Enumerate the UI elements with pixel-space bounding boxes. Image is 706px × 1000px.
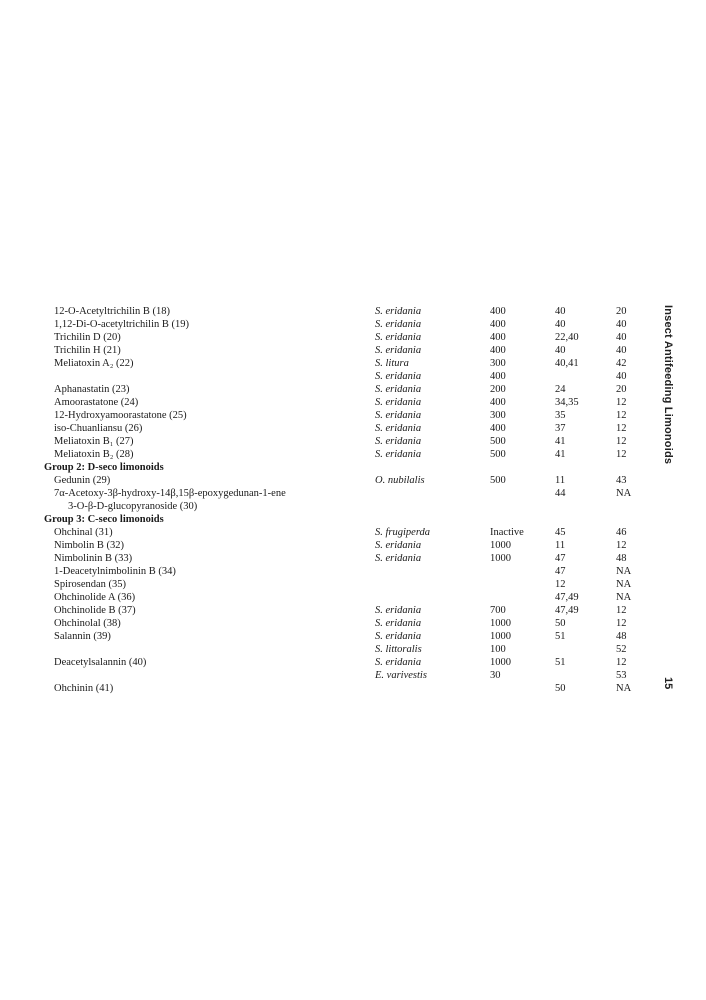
page-number: 15 — [662, 677, 674, 690]
compound-name-line: 12-O-Acetyltrichilin B (18) — [54, 306, 171, 317]
compound-name-line: Ohchinolal (38) — [54, 618, 121, 629]
reference-a: 40 — [555, 319, 566, 330]
reference-a: 11 — [555, 475, 566, 486]
concentration: 1000 — [490, 553, 511, 564]
concentration: 500 — [490, 436, 506, 447]
reference-b: NA — [616, 566, 632, 577]
group-heading-row — [44, 513, 644, 526]
compound-name — [54, 396, 138, 409]
compound-name-line: Meliatoxin A₂ (22) — [54, 358, 134, 369]
compound-name-line: Nimbolinin B (33) — [54, 553, 133, 564]
reference-b: 40 — [616, 332, 627, 343]
compound-name-line: Meliatoxin B₂ (28) — [54, 449, 134, 460]
concentration: 100 — [490, 644, 506, 655]
test-organism: S. eridania — [375, 449, 422, 460]
concentration: 1000 — [490, 618, 511, 629]
compound-name-line: Trichilin H (21) — [54, 345, 121, 356]
concentration: 1000 — [490, 631, 511, 642]
reference-b: 40 — [616, 319, 627, 330]
reference-a: 41 — [555, 436, 566, 447]
test-organism: S. eridania — [375, 384, 422, 395]
reference-a: 47,49 — [555, 605, 579, 616]
reference-a: 40 — [555, 345, 566, 356]
compound-name — [54, 344, 121, 357]
table-row — [44, 383, 644, 396]
test-organism: S. eridania — [375, 345, 422, 356]
compound-name — [54, 318, 189, 331]
compound-name — [54, 448, 133, 461]
compound-name-line: Ohchinolide A (36) — [54, 592, 136, 603]
table-row — [44, 344, 644, 357]
test-organism: S. eridania — [375, 436, 422, 447]
concentration: 300 — [490, 358, 506, 369]
table-row — [44, 656, 644, 669]
reference-b: 20 — [616, 306, 627, 317]
test-organism: S. eridania — [375, 371, 422, 382]
compound-name-line: Salannin (39) — [54, 631, 111, 642]
concentration: 700 — [490, 605, 506, 616]
compound-name — [54, 305, 170, 318]
compound-name — [54, 435, 133, 448]
compound-name-line: Spirosendan (35) — [54, 579, 127, 590]
compound-name-line: Trichilin D (20) — [54, 332, 121, 343]
table-row — [44, 409, 644, 422]
compound-name-line: Aphanastatin (23) — [54, 384, 130, 395]
compound-name-line: Amoorastatone (24) — [54, 397, 139, 408]
concentration: 400 — [490, 397, 506, 408]
test-organism: E. varivestis — [375, 670, 427, 681]
reference-a: 47 — [555, 566, 566, 577]
compound-name-line: 12-Hydroxyamoorastatone (25) — [54, 410, 187, 421]
compound-name — [54, 383, 130, 396]
test-organism: S. eridania — [375, 423, 422, 434]
compound-name — [54, 357, 133, 370]
test-organism: S. frugiperda — [375, 527, 431, 538]
table-row — [44, 526, 644, 539]
running-head: Insect Antifeeding Limonoids — [662, 305, 674, 465]
table-row — [44, 617, 644, 630]
compound-name — [54, 656, 146, 669]
test-organism: S. eridania — [375, 410, 422, 421]
compound-name — [54, 682, 113, 695]
test-organism: S. eridania — [375, 553, 422, 564]
compound-name — [54, 422, 142, 435]
reference-a: 22,40 — [555, 332, 579, 343]
test-organism: S. litura — [375, 358, 409, 369]
reference-b: 40 — [616, 371, 627, 382]
compound-name-line: Gedunin (29) — [54, 475, 111, 486]
reference-a: 51 — [555, 657, 566, 668]
concentration: 30 — [490, 670, 501, 681]
table-row — [44, 331, 644, 344]
concentration: Inactive — [490, 527, 524, 538]
compound-name-line: 1,12-Di-O-acetyltrichilin B (19) — [54, 319, 190, 330]
reference-a: 12 — [555, 579, 566, 590]
reference-b: 48 — [616, 553, 627, 564]
compound-name — [54, 617, 121, 630]
reference-a: 37 — [555, 423, 566, 434]
reference-a: 35 — [555, 410, 566, 421]
reference-a: 45 — [555, 527, 566, 538]
reference-a: 47,49 — [555, 592, 579, 603]
table-row — [44, 474, 644, 487]
compound-name-line: Ohchinolide B (37) — [54, 605, 136, 616]
reference-b: 12 — [616, 423, 627, 434]
compound-name-line: Ohchinal (31) — [54, 527, 113, 538]
compound-name — [54, 526, 113, 539]
concentration: 1000 — [490, 657, 511, 668]
compound-name — [54, 591, 135, 604]
table-row — [44, 669, 644, 682]
table-row — [44, 318, 644, 331]
compound-name — [54, 409, 187, 422]
reference-a: 40 — [555, 306, 566, 317]
table-row — [44, 578, 644, 591]
test-organism: S. eridania — [375, 397, 422, 408]
concentration: 400 — [490, 306, 506, 317]
concentration: 400 — [490, 371, 506, 382]
reference-b: 52 — [616, 644, 627, 655]
compound-name-line: 7α-Acetoxy-3β-hydroxy-14β,15β-epoxygedunan-1-ene — [54, 488, 286, 499]
reference-b: 12 — [616, 436, 627, 447]
reference-b: NA — [616, 488, 632, 499]
compound-name — [54, 578, 126, 591]
compound-name — [54, 487, 286, 513]
reference-b: 12 — [616, 618, 627, 629]
reference-b: 12 — [616, 397, 627, 408]
test-organism: S. eridania — [375, 306, 422, 317]
test-organism: S. eridania — [375, 631, 422, 642]
reference-b: 12 — [616, 410, 627, 421]
reference-b: 12 — [616, 657, 627, 668]
compound-name-line: Ohchinin (41) — [54, 683, 114, 694]
test-organism: S. eridania — [375, 332, 422, 343]
reference-b: NA — [616, 683, 632, 694]
concentration: 400 — [490, 345, 506, 356]
compound-name — [54, 539, 124, 552]
compound-name — [54, 604, 136, 617]
table-row — [44, 305, 644, 318]
concentration: 500 — [490, 475, 506, 486]
compound-name — [54, 474, 110, 487]
reference-b: NA — [616, 579, 632, 590]
table-row — [44, 552, 644, 565]
group-heading — [44, 513, 164, 526]
test-organism: S. littoralis — [375, 644, 422, 655]
compound-name — [54, 630, 111, 643]
reference-b: 43 — [616, 475, 627, 486]
table-row — [44, 591, 644, 604]
reference-a: 47 — [555, 553, 566, 564]
concentration: 500 — [490, 449, 506, 460]
reference-b: 20 — [616, 384, 627, 395]
compound-name-line: iso-Chuanliansu (26) — [54, 423, 143, 434]
reference-a: 50 — [555, 618, 566, 629]
table-row — [44, 630, 644, 643]
table-row — [44, 448, 644, 461]
limonoid-table — [44, 305, 644, 695]
reference-a: 34,35 — [555, 397, 579, 408]
concentration: 1000 — [490, 540, 511, 551]
table-row — [44, 422, 644, 435]
reference-b: 12 — [616, 449, 627, 460]
concentration: 200 — [490, 384, 506, 395]
group-heading-row — [44, 461, 644, 474]
reference-a: 24 — [555, 384, 566, 395]
compound-name-line: Group 3: C-seco limonoids — [44, 514, 164, 525]
reference-b: NA — [616, 592, 632, 603]
concentration: 400 — [490, 319, 506, 330]
table-row — [44, 539, 644, 552]
compound-name-line: Group 2: D-seco limonoids — [44, 462, 164, 473]
test-organism: S. eridania — [375, 540, 422, 551]
reference-a: 51 — [555, 631, 566, 642]
compound-name-line: Deacetylsalannin (40) — [54, 657, 147, 668]
compound-name — [54, 331, 121, 344]
concentration: 300 — [490, 410, 506, 421]
reference-b: 53 — [616, 670, 627, 681]
reference-b: 42 — [616, 358, 627, 369]
reference-b: 12 — [616, 540, 627, 551]
table-row — [44, 643, 644, 656]
compound-name-line: Meliatoxin B₁ (27) — [54, 436, 134, 447]
test-organism: O. nubilalis — [375, 475, 425, 486]
table-row — [44, 487, 644, 513]
test-organism: S. eridania — [375, 605, 422, 616]
table-row — [44, 357, 644, 370]
table-row — [44, 370, 644, 383]
compound-name — [54, 552, 132, 565]
reference-b: 12 — [616, 605, 627, 616]
group-heading — [44, 461, 164, 474]
concentration: 400 — [490, 423, 506, 434]
reference-b: 48 — [616, 631, 627, 642]
concentration: 400 — [490, 332, 506, 343]
table-row — [44, 682, 644, 695]
test-organism: S. eridania — [375, 657, 422, 668]
compound-name-line: Nimbolin B (32) — [54, 540, 124, 551]
table-row — [44, 604, 644, 617]
table-row — [44, 396, 644, 409]
compound-name — [54, 565, 176, 578]
compound-name-line2: 3-O-β-D-glucopyranoside (30) — [68, 501, 198, 512]
table-row — [44, 435, 644, 448]
reference-b: 40 — [616, 345, 627, 356]
compound-name-line: 1-Deacetylnimbolinin B (34) — [54, 566, 176, 577]
reference-a: 44 — [555, 488, 566, 499]
reference-a: 41 — [555, 449, 566, 460]
table-row — [44, 565, 644, 578]
reference-a: 11 — [555, 540, 566, 551]
reference-a: 50 — [555, 683, 566, 694]
test-organism: S. eridania — [375, 319, 422, 330]
reference-a: 40,41 — [555, 358, 579, 369]
test-organism: S. eridania — [375, 618, 422, 629]
reference-b: 46 — [616, 527, 627, 538]
